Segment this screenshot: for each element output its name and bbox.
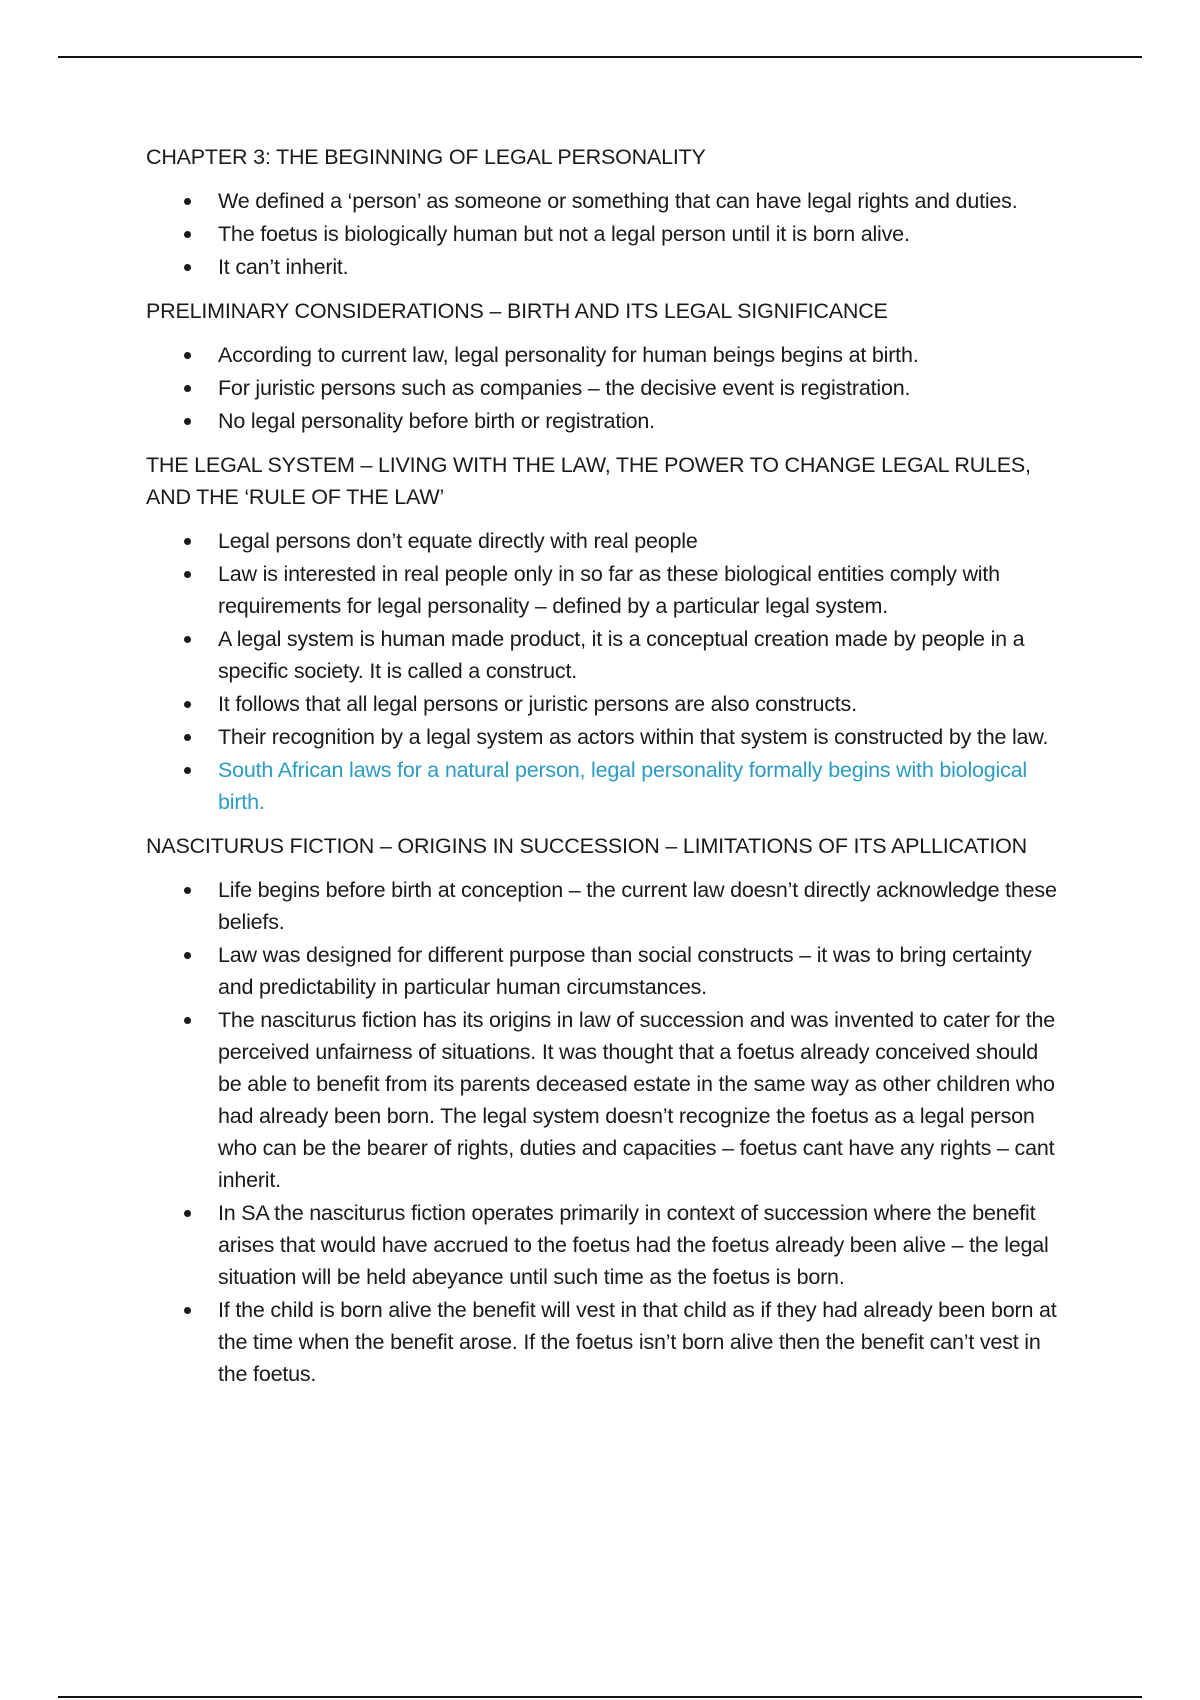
list-item: Law is interested in real people only in so far as these biological entities comply with requirements for legal personality – defined by a particular legal system. bbox=[146, 558, 1066, 622]
section-heading: PRELIMINARY CONSIDERATIONS – BIRTH AND ITS LEGAL SIGNIFICANCE bbox=[146, 299, 888, 323]
list-item: It can’t inherit. bbox=[146, 251, 1066, 283]
list-item: Legal persons don’t equate directly with real people bbox=[146, 525, 1066, 557]
footer-rule bbox=[58, 1696, 1142, 1698]
section-nasciturus-fiction bbox=[146, 830, 1066, 1390]
bullet-list bbox=[146, 874, 1066, 1390]
section-heading: THE LEGAL SYSTEM – LIVING WITH THE LAW, THE POWER TO CHANGE LEGAL RULES, AND THE ‘RULE OF THE LAW’ bbox=[146, 453, 1031, 509]
bullet-list bbox=[146, 339, 1066, 437]
list-item: For juristic persons such as companies – the decisive event is registration. bbox=[146, 372, 1066, 404]
list-item: No legal personality before birth or registration. bbox=[146, 405, 1066, 437]
list-item: Their recognition by a legal system as actors within that system is constructed by the law. bbox=[146, 721, 1066, 753]
list-item: The foetus is biologically human but not a legal person until it is born alive. bbox=[146, 218, 1066, 250]
list-item: According to current law, legal personality for human beings begins at birth. bbox=[146, 339, 1066, 371]
list-item: If the child is born alive the benefit will vest in that child as if they had already been born at the time when the benefit arose. If the foetus isn’t born alive then the benefit can’t vest in the foetus. bbox=[146, 1294, 1066, 1390]
highlighted-list-item: South African laws for a natural person, legal personality formally begins with biological birth. bbox=[146, 754, 1066, 818]
bullet-list bbox=[146, 185, 1066, 283]
section-chapter-3 bbox=[146, 141, 1066, 283]
section-heading: NASCITURUS FICTION – ORIGINS IN SUCCESSION – LIMITATIONS OF ITS APLLICATION bbox=[146, 834, 1027, 858]
section-preliminary-considerations bbox=[146, 295, 1066, 437]
list-item: In SA the nasciturus fiction operates primarily in context of succession where the benefit arises that would have accrued to the foetus had the foetus already been alive – the legal situation will be held abeyance until such time as the foetus is born. bbox=[146, 1197, 1066, 1293]
document-body bbox=[146, 141, 1066, 1402]
header-rule bbox=[58, 56, 1142, 58]
section-legal-system bbox=[146, 449, 1066, 818]
list-item: We defined a ‘person’ as someone or something that can have legal rights and duties. bbox=[146, 185, 1066, 217]
list-item: Life begins before birth at conception – the current law doesn’t directly acknowledge these beliefs. bbox=[146, 874, 1066, 938]
list-item: Law was designed for different purpose than social constructs – it was to bring certainty and predictability in particular human circumstances. bbox=[146, 939, 1066, 1003]
bullet-list bbox=[146, 525, 1066, 818]
list-item: A legal system is human made product, it is a conceptual creation made by people in a specific society. It is called a construct. bbox=[146, 623, 1066, 687]
list-item: The nasciturus fiction has its origins in law of succession and was invented to cater for the perceived unfairness of situations. It was thought that a foetus already conceived should be able to benefit from its parents deceased estate in the same way as other children who had already been born. The legal system doesn’t recognize the foetus as a legal person who can be the bearer of rights, duties and capacities – foetus cant have any rights – cant inherit. bbox=[146, 1004, 1066, 1196]
list-item: It follows that all legal persons or juristic persons are also constructs. bbox=[146, 688, 1066, 720]
section-heading: CHAPTER 3: THE BEGINNING OF LEGAL PERSONALITY bbox=[146, 145, 706, 169]
